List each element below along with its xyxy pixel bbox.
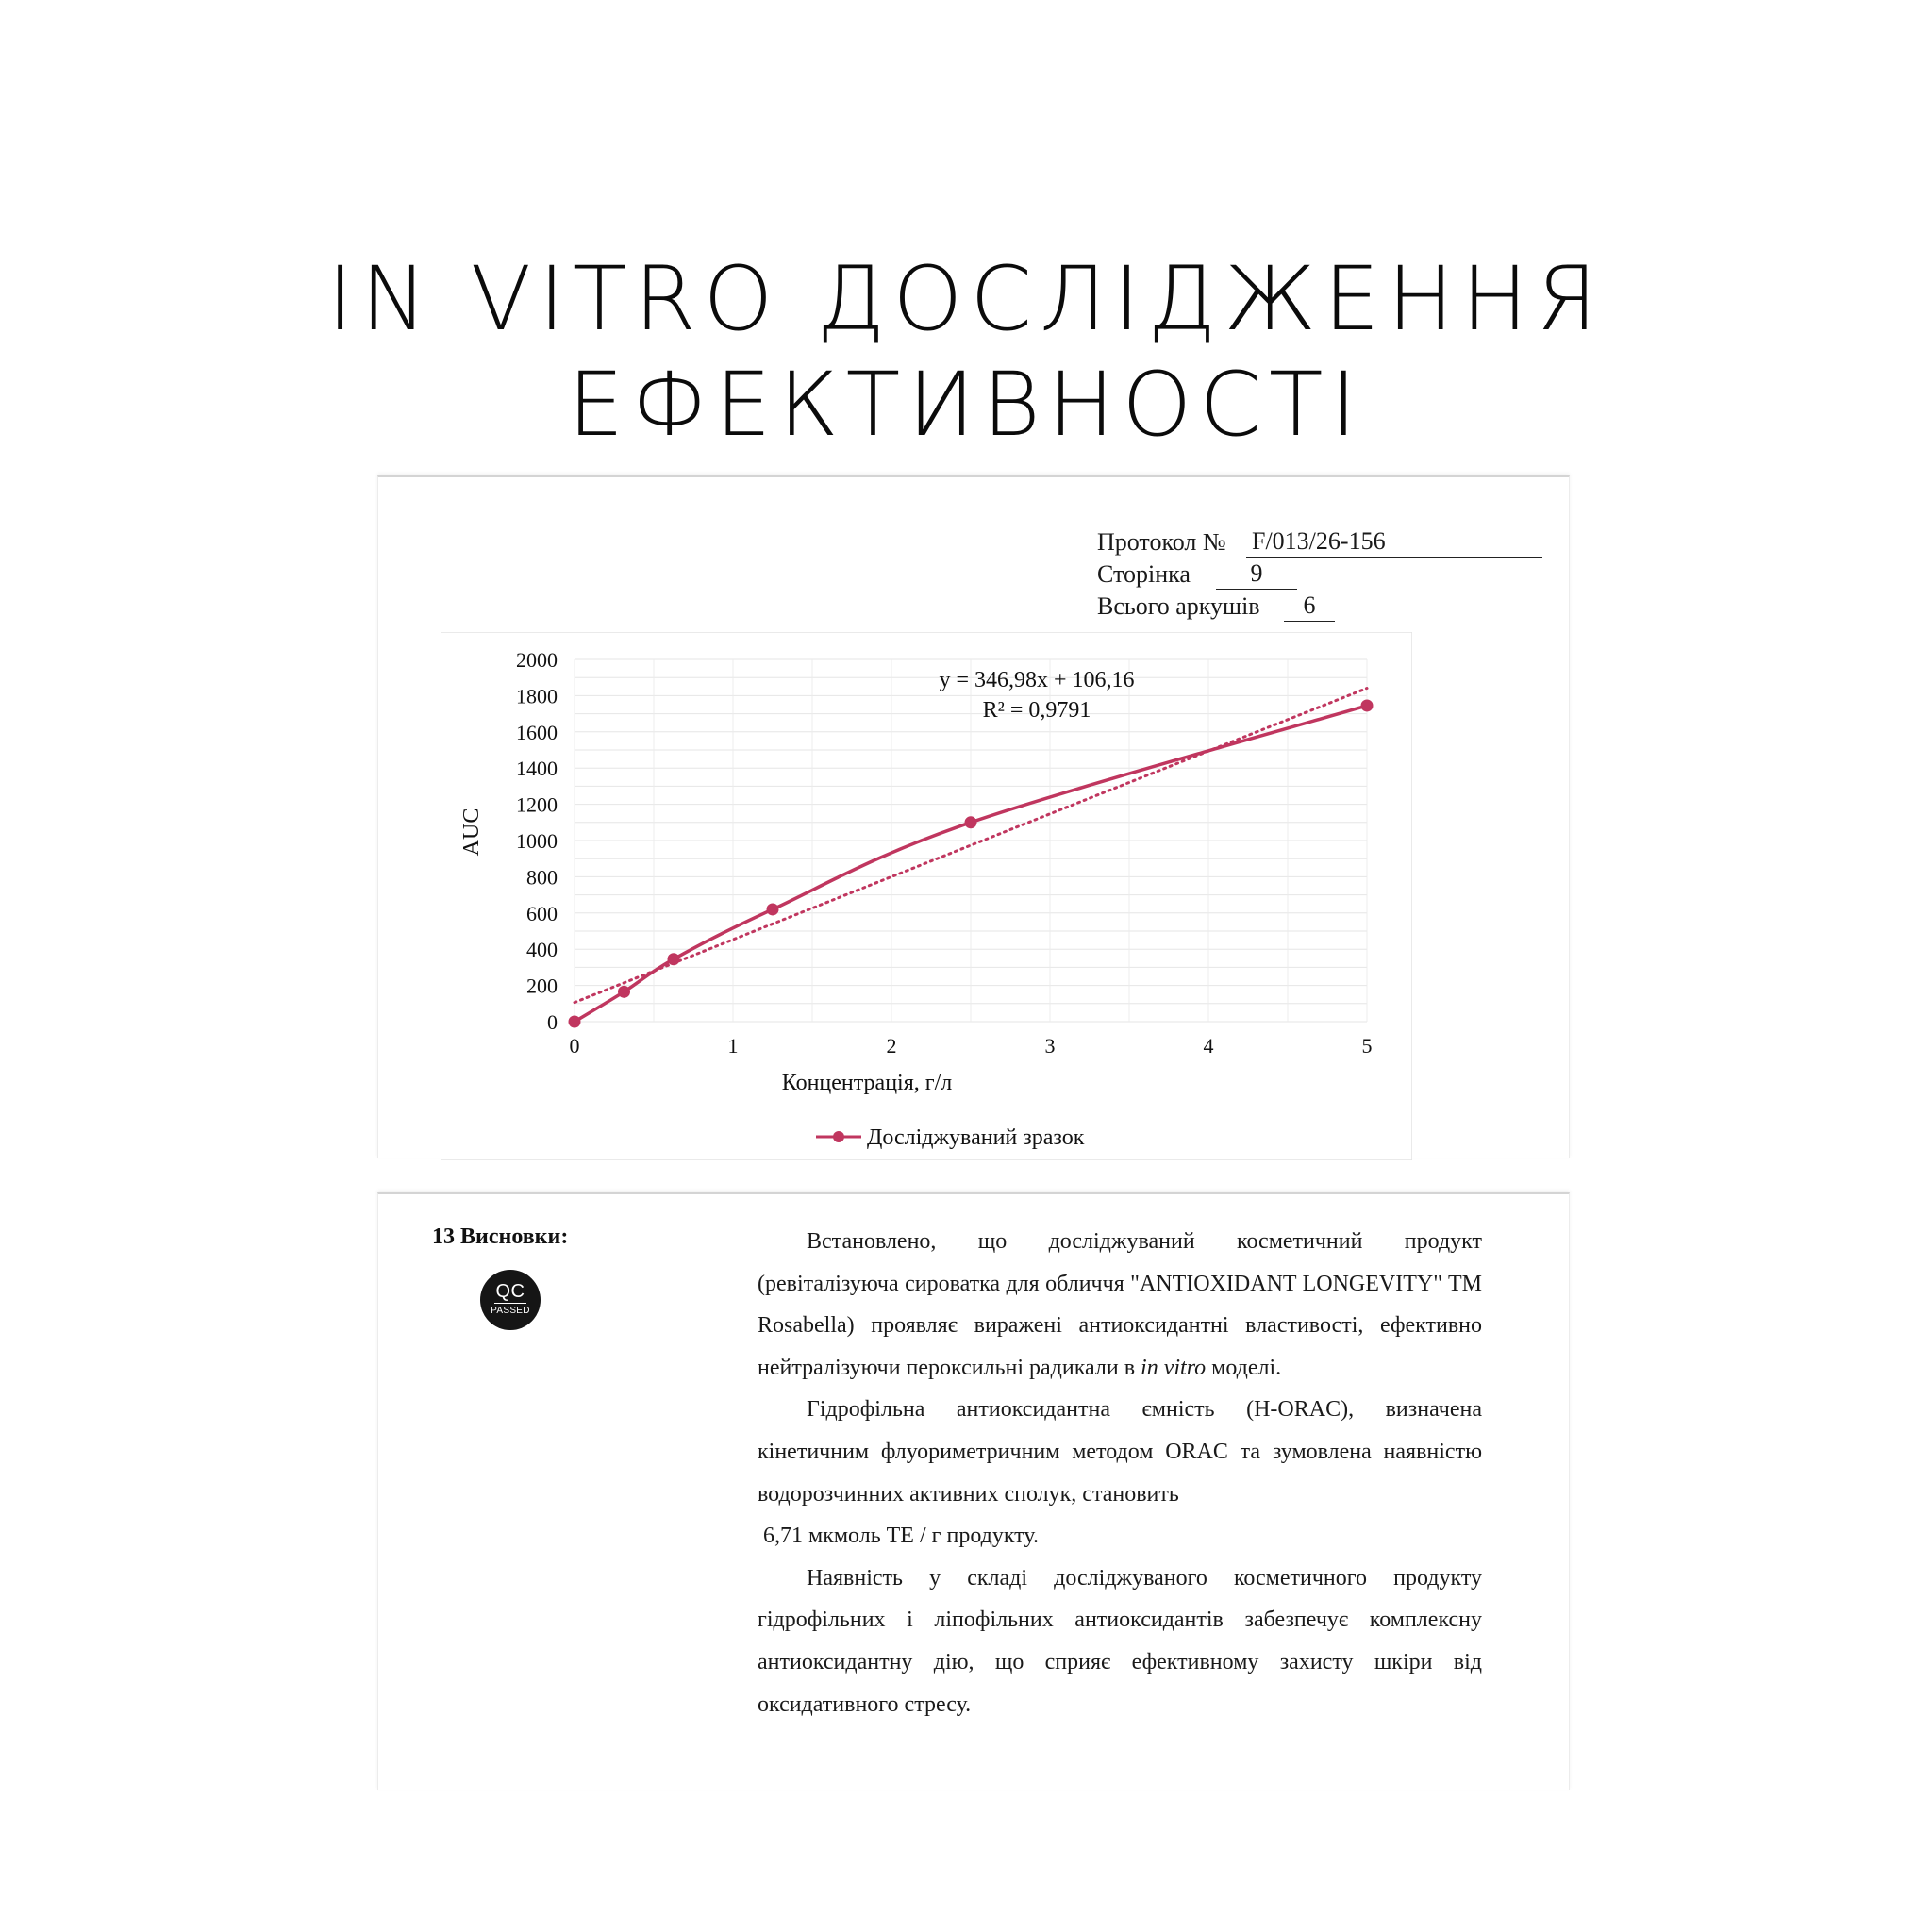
protocol-number-value: F/013/26-156: [1246, 526, 1542, 558]
conclusion-p2-value: 6,71 мкмоль TE / г продукту.: [763, 1524, 1039, 1549]
conclusions-heading: 13 Висновки:: [432, 1224, 569, 1249]
y-tick-label: 1200: [516, 792, 558, 817]
x-tick-label: 4: [1203, 1034, 1214, 1058]
x-tick-label: 2: [886, 1034, 897, 1058]
protocol-sheets-label: Всього аркушів: [1097, 592, 1260, 620]
trendline-r2: R² = 0,9791: [982, 698, 1091, 723]
conclusion-p2-text: Гідрофільна антиоксидантна ємність (H-ORAC), визначена кінетичним флуориметричним методом ORAC та зумовлена наявністю водорозчинних активних сполук, становить: [758, 1397, 1482, 1507]
conclusion-paragraph-2: [758, 1389, 1482, 1515]
protocol-page-label: Сторінка: [1097, 560, 1191, 588]
protocol-page-value: 9: [1216, 558, 1297, 590]
qc-badge-divider: [494, 1303, 526, 1304]
y-tick-label: 0: [547, 1010, 558, 1034]
x-tick-label: 1: [727, 1034, 739, 1058]
y-axis-label: AUC: [459, 808, 484, 857]
y-tick-label: 200: [526, 974, 558, 998]
legend-label: Досліджуваний зразок: [867, 1125, 1085, 1150]
protocol-number-label: Протокол №: [1097, 528, 1226, 556]
y-tick-label: 1600: [516, 720, 558, 744]
x-tick-label: 3: [1044, 1034, 1056, 1058]
data-point: [569, 1016, 581, 1028]
auc-chart: [441, 632, 1412, 1160]
qc-badge-main: QC: [495, 1281, 525, 1302]
conclusion-p1-end: моделі.: [1206, 1355, 1282, 1380]
y-tick-label: 1800: [516, 684, 558, 708]
x-tick-label: 0: [569, 1034, 580, 1058]
trendline-equation: y = 346,98x + 106,16: [939, 668, 1135, 692]
protocol-sheets-value: 6: [1284, 591, 1335, 622]
protocol-chart-card: [377, 475, 1570, 1158]
y-tick-label: 2000: [516, 648, 558, 672]
chart-grid: [575, 659, 1367, 1022]
qc-passed-badge: [480, 1270, 541, 1330]
page-title-line-1: IN VITRO ДОСЛІДЖЕННЯ: [326, 248, 1606, 351]
x-axis-label: Концентрація, г/л: [781, 1071, 953, 1095]
qc-badge-sub: PASSED: [491, 1306, 530, 1316]
y-tick-label: 400: [526, 938, 558, 962]
conclusion-p1-text: Встановлено, що досліджуваний косметичний продукт (ревіталізуюча сироватка для обличчя "ANTIOXIDANT LONGEVITY" TM Rosabella) проявляє виражені антиоксидантні властивості, ефективно нейтралізуючи пероксильні радикали в: [758, 1229, 1482, 1380]
data-point: [767, 903, 779, 915]
conclusion-p1-italic: in vitro: [1141, 1355, 1207, 1380]
conclusion-paragraph-3: Наявність у складі досліджуваного косметичного продукту гідрофільних і ліпофільних антиоксидантів забезпечує комплексну антиоксидантну дію, що сприяє ефективному захисту шкіри від оксидативного стресу.: [758, 1565, 1482, 1717]
data-point: [1361, 699, 1374, 711]
conclusions-card: [377, 1192, 1570, 1790]
legend-marker: [833, 1131, 844, 1142]
page-title: [0, 247, 1932, 458]
data-point: [668, 953, 680, 965]
data-point: [965, 816, 977, 828]
conclusions-text: [758, 1221, 1482, 1725]
page-title-line-2: ЕФЕКТИВНОСТІ: [567, 354, 1365, 457]
y-tick-label: 1000: [516, 829, 558, 853]
y-tick-label: 1400: [516, 757, 558, 781]
conclusion-paragraph-1: [758, 1221, 1482, 1389]
y-tick-label: 600: [526, 901, 558, 925]
y-tick-label: 800: [526, 865, 558, 890]
data-point: [618, 986, 630, 998]
x-tick-label: 5: [1361, 1034, 1373, 1058]
